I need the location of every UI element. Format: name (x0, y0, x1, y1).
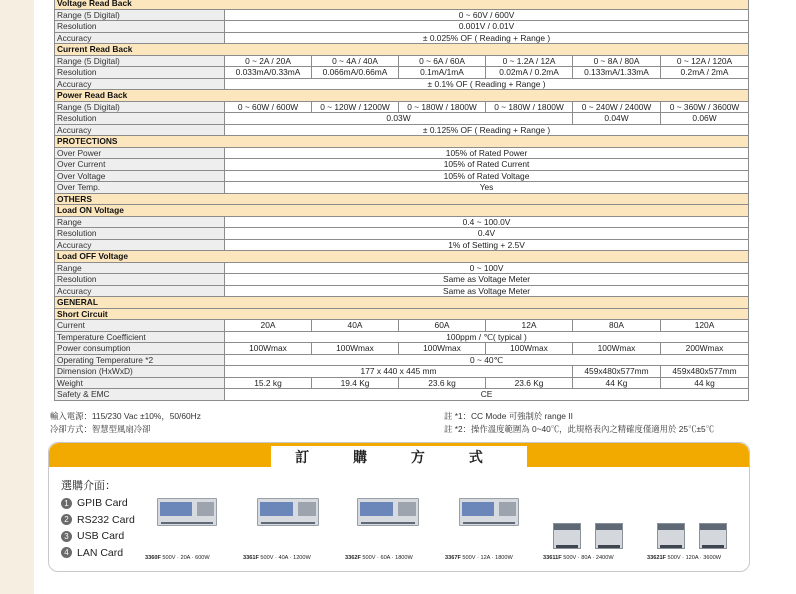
spec-value: 0 ~ 8A / 80A (573, 55, 661, 67)
spec-section-row (55, 136, 749, 148)
model-code: 33621F (647, 555, 666, 561)
spec-value: 100Wmax (486, 343, 573, 355)
spec-label: Range (55, 262, 225, 274)
footnote-1: 註 *1：CC Mode 可強制於 range II (444, 411, 573, 421)
spec-value: 100Wmax (225, 343, 312, 355)
section-heading: Load ON Voltage (55, 205, 749, 217)
number-badge: 3 (61, 531, 72, 542)
spec-row (55, 389, 749, 401)
section-heading: Voltage Read Back (55, 0, 749, 9)
spec-label: Resolution (55, 274, 225, 286)
spec-value: 80A (573, 320, 661, 332)
spec-section-row (55, 205, 749, 217)
spec-value: Yes (225, 182, 749, 194)
product-image-3367f (459, 498, 519, 526)
spec-value: 200Wmax (661, 343, 749, 355)
spec-value: 100Wmax (312, 343, 399, 355)
spec-label: Accuracy (55, 32, 225, 44)
spec-label: Over Voltage (55, 170, 225, 182)
model-label (445, 555, 513, 561)
spec-value: 1% of Setting + 2.5V (225, 239, 749, 251)
spec-value: 0 ~ 180W / 1800W (399, 101, 486, 113)
spec-value: 105% of Rated Current (225, 159, 749, 171)
spec-value: 12A (486, 320, 573, 332)
spec-row (55, 331, 749, 343)
interface-label: RS232 Card (77, 513, 135, 526)
spec-section-row (55, 193, 749, 205)
interface-title: 選購介面： (61, 480, 116, 492)
section-heading: Short Circuit (55, 308, 749, 320)
spec-value: 0.03W (225, 113, 573, 125)
spec-value: 0 ~ 1.2A / 12A (486, 55, 573, 67)
spec-value: ± 0.1% OF ( Reading + Range ) (225, 78, 749, 90)
spec-label: Over Power (55, 147, 225, 159)
interface-item (61, 495, 135, 512)
section-heading: Current Read Back (55, 44, 749, 56)
spec-value: 0 ~ 6A / 60A (399, 55, 486, 67)
spec-label: Current (55, 320, 225, 332)
spec-value: 0 ~ 100V (225, 262, 749, 274)
spec-value: 60A (399, 320, 486, 332)
spec-value: 0 ~ 180W / 1800W (486, 101, 573, 113)
spec-value: 0 ~ 240W / 2400W (573, 101, 661, 113)
model-code: 3361F (243, 555, 259, 561)
spec-value: 0.4V (225, 228, 749, 240)
model-desc: 500V · 20A · 600W (160, 555, 210, 561)
spec-value: 177 x 440 x 445 mm (225, 366, 573, 378)
spec-row (55, 182, 749, 194)
spec-value: ± 0.025% OF ( Reading + Range ) (225, 32, 749, 44)
interface-label: USB Card (77, 530, 125, 542)
spec-row (55, 101, 749, 113)
note-cooling: 冷卻方式：智慧型風扇冷卻 (50, 424, 151, 434)
spec-value: Same as Voltage Meter (225, 274, 749, 286)
spec-row (55, 377, 749, 389)
spec-row (55, 124, 749, 136)
note-input-power: 輸入電源：115/230 Vac ±10%，50/60Hz (50, 411, 201, 421)
spec-value: 100Wmax (573, 343, 661, 355)
spec-label: Resolution (55, 67, 225, 79)
model-code: 3362F (345, 555, 361, 561)
product-image-3362f (357, 498, 419, 526)
spec-table (54, 0, 749, 401)
interface-label: LAN Card (77, 546, 124, 559)
spec-value: 0.06W (661, 113, 749, 125)
product-image-33621f-b (699, 523, 727, 549)
spec-value: 0 ~ 40℃ (225, 354, 749, 366)
model-code: 3360F (145, 555, 161, 561)
model-desc: 500V · 12A · 1800W (460, 555, 513, 561)
product-image-3360f (157, 498, 217, 526)
model-label (243, 555, 311, 561)
spec-value: 100ppm / ℃( typical ) (225, 331, 749, 343)
ordering-title: 訂 購 方 式 (271, 446, 527, 468)
model-desc: 500V · 40A · 1200W (258, 555, 311, 561)
model-label (647, 555, 721, 561)
product-image-3361f (257, 498, 319, 526)
product-image-33611f-a (553, 523, 581, 549)
spec-row (55, 354, 749, 366)
spec-row (55, 262, 749, 274)
spec-value: 0 ~ 12A / 120A (661, 55, 749, 67)
spec-row (55, 113, 749, 125)
spec-label: Temperature Coefficient (55, 331, 225, 343)
spec-row (55, 159, 749, 171)
spec-value: ± 0.125% OF ( Reading + Range ) (225, 124, 749, 136)
spec-label: Range (5 Digital) (55, 9, 225, 21)
section-heading: Power Read Back (55, 90, 749, 102)
model-label (543, 555, 614, 561)
model-label (345, 555, 413, 561)
spec-row (55, 285, 749, 297)
spec-value: 15.2 kg (225, 377, 312, 389)
spec-row (55, 320, 749, 332)
spec-section-row (55, 90, 749, 102)
spec-label: Accuracy (55, 78, 225, 90)
ordering-info-box (48, 442, 750, 572)
model-code: 33611F (543, 555, 562, 561)
spec-value: 0.4 ~ 100.0V (225, 216, 749, 228)
model-code: 3367F (445, 555, 461, 561)
spec-value: 0.066mA/0.66mA (312, 67, 399, 79)
spec-row (55, 228, 749, 240)
spec-row (55, 170, 749, 182)
spec-label: Over Current (55, 159, 225, 171)
product-image-33611f-b (595, 523, 623, 549)
spec-section-row (55, 251, 749, 263)
spec-row (55, 343, 749, 355)
spec-value: 0.001V / 0.01V (225, 21, 749, 33)
power-notes (50, 410, 201, 436)
spec-value: 0.033mA/0.33mA (225, 67, 312, 79)
spec-label: Accuracy (55, 239, 225, 251)
model-desc: 500V · 60A · 1800W (360, 555, 413, 561)
spec-row (55, 67, 749, 79)
spec-label: Dimension (HxWxD) (55, 366, 225, 378)
interface-label: GPIB Card (77, 497, 128, 509)
spec-label: Weight (55, 377, 225, 389)
page-edge-strip (0, 0, 34, 594)
spec-value: 0.04W (573, 113, 661, 125)
spec-value: 0 ~ 2A / 20A (225, 55, 312, 67)
spec-value: 20A (225, 320, 312, 332)
spec-value: 0 ~ 60V / 600V (225, 9, 749, 21)
spec-value: 19.4 Kg (312, 377, 399, 389)
spec-row (55, 32, 749, 44)
spec-section-row (55, 0, 749, 9)
spec-value: 105% of Rated Voltage (225, 170, 749, 182)
section-heading: PROTECTIONS (55, 136, 749, 148)
spec-row (55, 78, 749, 90)
model-label (145, 555, 210, 561)
model-desc: 500V · 80A · 2400W (561, 555, 614, 561)
ordering-header (49, 443, 749, 467)
spec-value: 0.02mA / 0.2mA (486, 67, 573, 79)
spec-label: Accuracy (55, 124, 225, 136)
spec-row (55, 216, 749, 228)
spec-row (55, 55, 749, 67)
spec-label: Range (55, 216, 225, 228)
spec-value: 105% of Rated Power (225, 147, 749, 159)
spec-row (55, 274, 749, 286)
spec-value: 44 kg (661, 377, 749, 389)
spec-label: Range (5 Digital) (55, 55, 225, 67)
spec-value: 0 ~ 4A / 40A (312, 55, 399, 67)
section-heading: Load OFF Voltage (55, 251, 749, 263)
footnote-2: 註 *2：操作溫度範圍為 0~40℃，此規格表內之精確度僅適用於 25℃±5℃ (444, 424, 715, 434)
interface-list (61, 495, 135, 561)
product-image-33621f-a (657, 523, 685, 549)
spec-row (55, 239, 749, 251)
interface-item (61, 512, 135, 529)
spec-row (55, 147, 749, 159)
spec-label: Safety & EMC (55, 389, 225, 401)
interface-item (61, 528, 135, 545)
spec-label: Over Temp. (55, 182, 225, 194)
spec-value: CE (225, 389, 749, 401)
spec-section-row (55, 297, 749, 309)
spec-value: 120A (661, 320, 749, 332)
section-heading: GENERAL (55, 297, 749, 309)
spec-label: Resolution (55, 21, 225, 33)
spec-row (55, 366, 749, 378)
number-badge: 4 (61, 547, 72, 558)
spec-value: 100Wmax (399, 343, 486, 355)
spec-value: 459x480x577mm (661, 366, 749, 378)
spec-label: Accuracy (55, 285, 225, 297)
spec-label: Resolution (55, 228, 225, 240)
spec-value: 0.2mA / 2mA (661, 67, 749, 79)
spec-value: Same as Voltage Meter (225, 285, 749, 297)
number-badge: 1 (61, 498, 72, 509)
spec-section-row (55, 308, 749, 320)
section-heading: OTHERS (55, 193, 749, 205)
spec-value: 40A (312, 320, 399, 332)
spec-value: 0.133mA/1.33mA (573, 67, 661, 79)
spec-value: 23.6 kg (399, 377, 486, 389)
footnotes (444, 410, 714, 436)
model-desc: 500V · 120A · 3600W (665, 555, 722, 561)
spec-row (55, 9, 749, 21)
spec-label: Range (5 Digital) (55, 101, 225, 113)
spec-value: 23.6 Kg (486, 377, 573, 389)
number-badge: 2 (61, 514, 72, 525)
spec-label: Resolution (55, 113, 225, 125)
spec-value: 44 Kg (573, 377, 661, 389)
spec-value: 459x480x577mm (573, 366, 661, 378)
spec-value: 0 ~ 60W / 600W (225, 101, 312, 113)
interface-item (61, 545, 135, 562)
spec-row (55, 21, 749, 33)
spec-value: 0.1mA/1mA (399, 67, 486, 79)
spec-label: Power consumption (55, 343, 225, 355)
spec-label: Operating Temperature *2 (55, 354, 225, 366)
spec-section-row (55, 44, 749, 56)
spec-value: 0 ~ 120W / 1200W (312, 101, 399, 113)
spec-value: 0 ~ 360W / 3600W (661, 101, 749, 113)
